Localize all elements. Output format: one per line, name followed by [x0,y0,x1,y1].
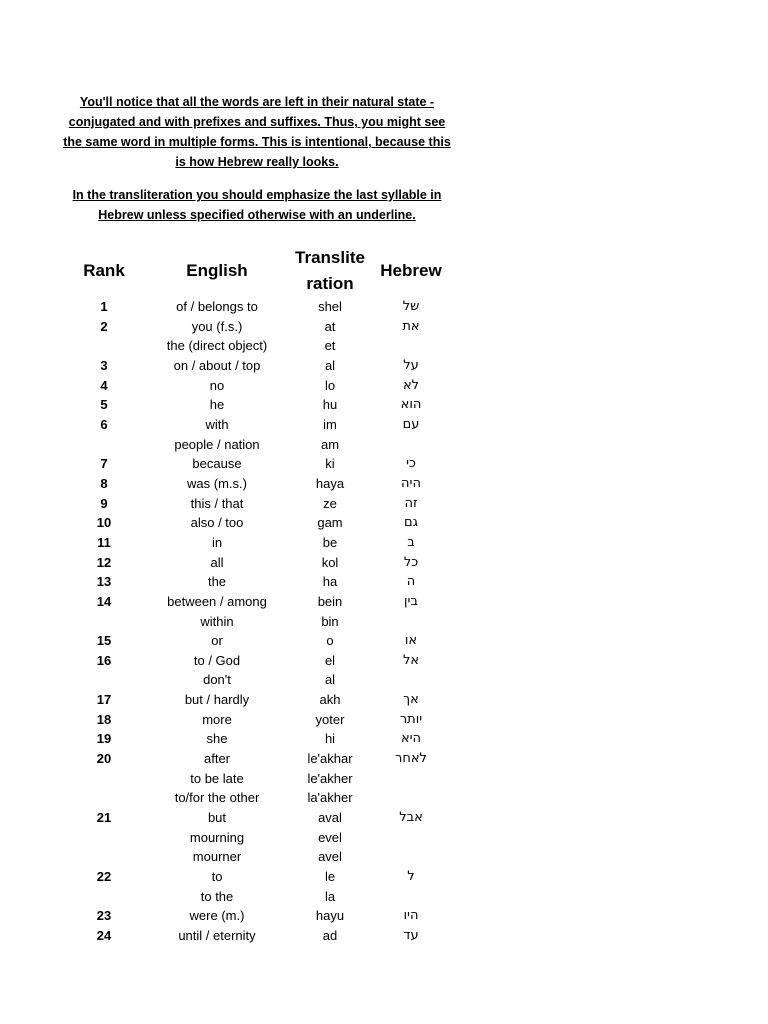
english-cell: no [209,377,225,393]
table-row [0,847,768,867]
table-row [0,415,768,435]
english-cell: but [207,810,227,826]
header-english: English [186,261,248,280]
table-row [0,435,768,455]
table-row [0,631,768,651]
english-cell: to / God [193,652,241,668]
transliteration-cell: la [324,888,336,904]
transliteration-cell: gam [317,515,343,531]
transliteration-cell: le'akhar [307,751,353,767]
transliteration-cell: al [324,672,336,688]
english-cell: mourner [192,849,242,865]
hebrew-cell: ל [407,869,415,885]
english-cell: was (m.s.) [187,475,247,491]
transliteration-cell: kol [321,554,339,570]
table-row [0,749,768,769]
hebrew-cell: כי [406,456,416,472]
english-cell: were (m.) [189,908,245,924]
rank-cell: 23 [96,908,112,924]
table-row [0,533,768,553]
table-row [0,670,768,690]
table-row [0,572,768,592]
table-row [0,651,768,671]
table-row [0,926,768,946]
rank-cell: 17 [96,692,112,708]
rank-cell: 18 [96,711,112,727]
rank-cell: 10 [96,515,112,531]
rank-cell: 13 [96,574,112,590]
transliteration-cell: akh [319,692,341,708]
english-cell: he [209,397,225,413]
transliteration-cell: bin [321,613,339,629]
table-row [0,808,768,828]
table-row [0,553,768,573]
table-body [0,297,768,946]
transliteration-cell: shel [318,299,342,314]
table-row [0,690,768,710]
hebrew-cell: היו [403,908,419,924]
transliteration-cell: hi [324,731,336,747]
rank-cell: 9 [100,495,108,511]
english-cell: people / nation [174,436,260,452]
transliteration-cell: evel [318,829,342,845]
hebrew-cell: היא [400,731,422,747]
table-row [0,356,768,376]
rank-cell: 4 [100,377,108,393]
transliteration-cell: be [322,534,338,550]
transliteration-cell: le'akher [307,770,353,786]
english-cell: to the [200,888,234,904]
rank-cell: 12 [96,554,112,570]
english-cell: until / eternity [178,928,256,943]
english-cell: of / belongs to [176,299,258,314]
table-row [0,297,768,317]
english-cell: she [206,731,228,747]
english-cell: on / about / top [173,357,261,373]
hebrew-cell: אל [402,652,420,668]
hebrew-cell: אך [403,692,419,708]
transliteration-cell: hu [322,397,338,413]
hebrew-cell: ה [406,574,416,590]
hebrew-cell: בין [404,593,418,609]
rank-cell: 15 [96,633,112,649]
english-cell: to be late [190,770,244,786]
english-cell: with [205,416,229,432]
transliteration-cell: el [324,652,336,668]
table-row [0,612,768,632]
table-row [0,474,768,494]
table-row [0,887,768,907]
hebrew-cell: יותר [399,711,423,727]
transliteration-cell: le [324,869,336,885]
intro-paragraph-2: In the transliteration you should emphasize the last syllable in Hebrew unless specified otherwise with an underline. [72,188,442,222]
rank-cell: 16 [96,652,112,668]
rank-cell: 3 [100,357,108,373]
rank-cell: 11 [97,534,111,550]
transliteration-cell: bein [317,593,343,609]
hebrew-cell: גם [404,515,418,531]
header-rank: Rank [83,261,125,280]
english-cell: after [203,751,230,767]
hebrew-cell: זה [404,495,418,511]
english-cell: to [211,869,223,885]
transliteration-cell: hayu [315,908,345,924]
english-cell: within [200,613,234,629]
table-row [0,494,768,514]
hebrew-cell: כל [403,554,419,570]
hebrew-cell: את [402,318,420,334]
header-transliteration: Translite ration [295,248,365,293]
rank-cell: 5 [100,397,108,413]
table-row [0,828,768,848]
intro-paragraph-1: You'll notice that all the words are left in their natural state - conjugated and with prefixes and suffixes. Thus, you might see the same word in multiple forms. This is intentional, because this is how Hebrew really looks. [63,95,451,169]
english-cell: the (direct object) [166,338,268,354]
english-cell: because [192,456,242,472]
table-row [0,788,768,808]
english-cell: or [211,633,223,649]
rank-cell: 21 [96,810,112,826]
header-hebrew: Hebrew [380,261,442,280]
table-row [0,769,768,789]
english-cell: also / too [190,515,244,531]
hebrew-cell: אבל [399,810,423,826]
hebrew-cell: לאחר [395,751,427,767]
rank-cell: 1 [100,299,108,314]
rank-cell: 6 [100,416,108,432]
table-row [0,454,768,474]
table-row [0,592,768,612]
table-row [0,710,768,730]
hebrew-cell: ב [407,534,415,550]
transliteration-cell: la'akher [307,790,353,806]
hebrew-cell: היה [401,475,421,491]
english-cell: but / hardly [184,692,250,708]
hebrew-cell: על [403,357,419,373]
rank-cell: 22 [96,869,112,885]
transliteration-cell: lo [324,377,336,393]
hebrew-cell: עד [403,928,419,943]
table-row [0,395,768,415]
table-row [0,906,768,926]
table-row [0,729,768,749]
english-cell: in [211,534,223,550]
english-cell: all [210,554,224,570]
english-cell: mourning [189,829,245,845]
hebrew-cell: של [402,299,420,314]
hebrew-cell: עם [402,416,420,432]
transliteration-cell: ki [325,456,335,472]
transliteration-cell: ha [322,574,338,590]
rank-cell: 20 [96,751,112,767]
transliteration-cell: im [323,416,337,432]
transliteration-cell: et [324,338,336,354]
rank-cell: 2 [100,318,108,334]
rank-cell: 14 [96,593,112,609]
transliteration-cell: al [324,357,336,373]
rank-cell: 8 [100,475,108,491]
table-row [0,867,768,887]
transliteration-cell: aval [318,810,342,826]
transliteration-cell: at [324,318,336,334]
english-cell: more [202,711,232,727]
transliteration-cell: avel [318,849,342,865]
transliteration-cell: haya [315,475,345,491]
rank-cell: 24 [96,928,112,943]
transliteration-cell: yoter [315,711,345,727]
transliteration-cell: ad [322,928,338,943]
table-row [0,317,768,337]
rank-cell: 7 [100,456,108,472]
table-row [0,336,768,356]
transliteration-cell: o [326,633,334,649]
table-row [0,376,768,396]
table-row [0,513,768,533]
hebrew-cell: הוא [400,397,422,413]
hebrew-cell: או [404,633,418,649]
hebrew-cell: לא [402,377,420,393]
english-cell: the [207,574,227,590]
english-cell: this / that [190,495,244,511]
english-cell: to/for the other [174,790,260,806]
english-cell: you (f.s.) [191,318,243,334]
transliteration-cell: am [320,436,340,452]
english-cell: don't [203,672,231,688]
transliteration-cell: ze [323,495,337,511]
rank-cell: 19 [96,731,112,747]
english-cell: between / among [167,593,267,609]
